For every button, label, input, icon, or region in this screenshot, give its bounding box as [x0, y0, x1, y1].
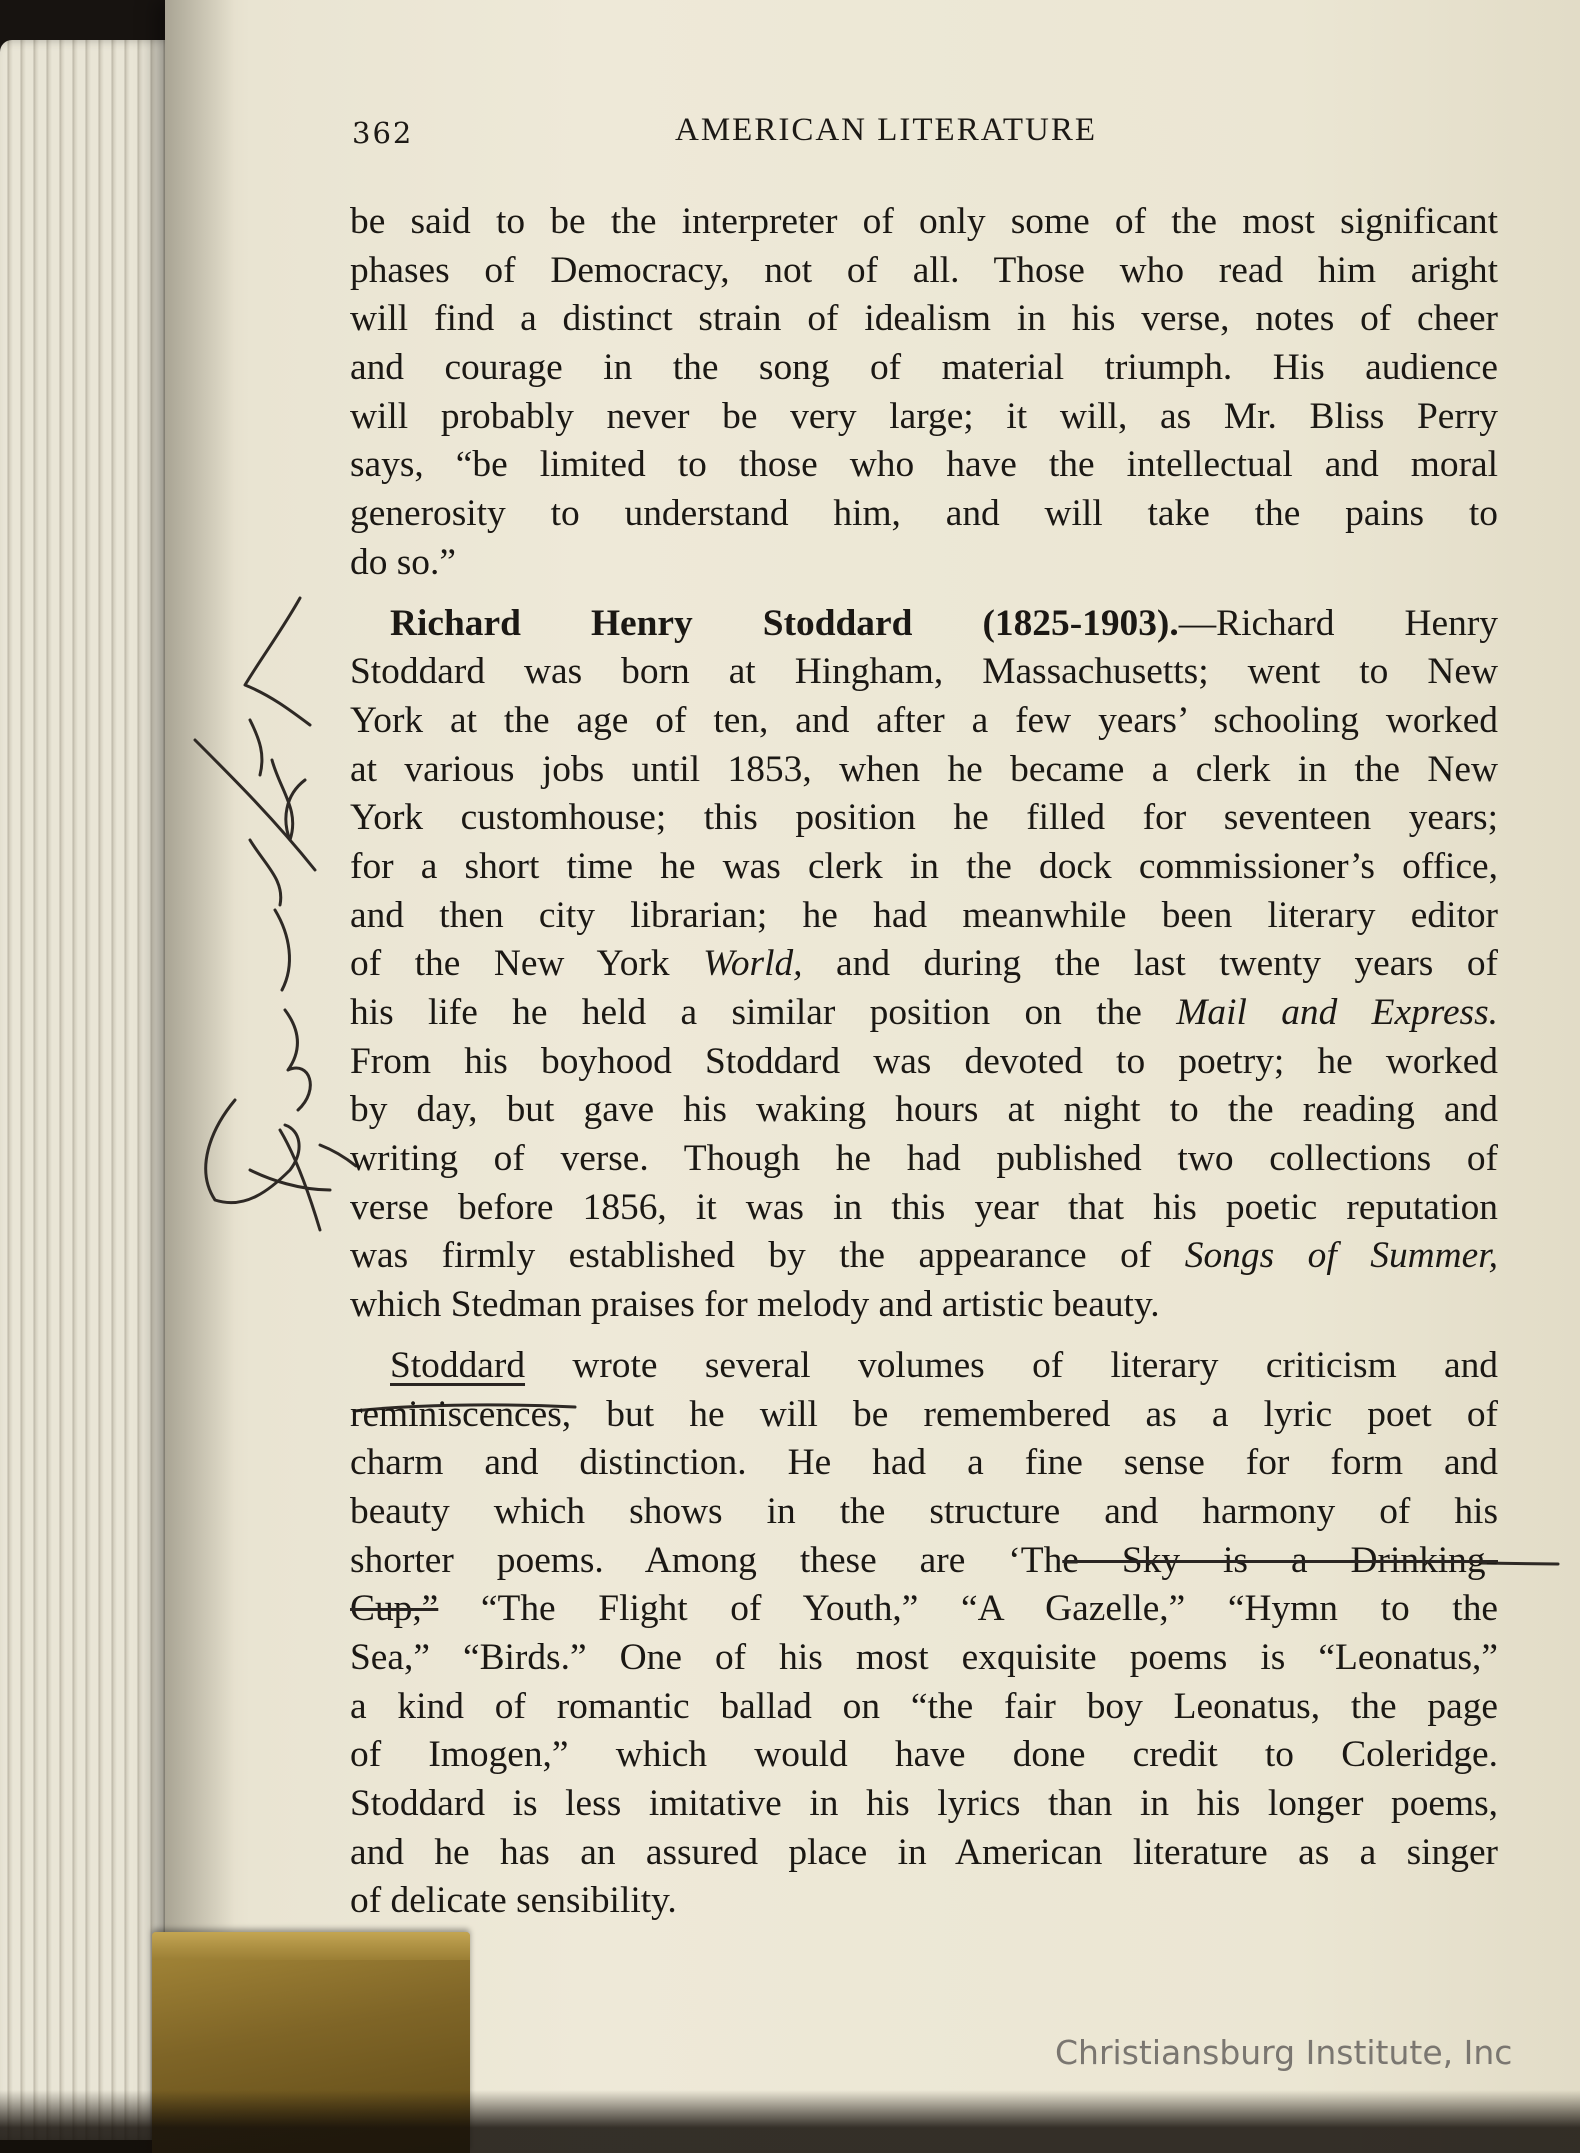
body-text: [350, 198, 1498, 1926]
page-edges: [0, 40, 175, 2140]
bottom-shadow: [0, 2090, 1580, 2153]
text-line: [350, 1537, 1498, 1586]
text-line: beauty which shows in the structure and harmony of his: [350, 1490, 1498, 1532]
page-number: 362: [352, 116, 414, 150]
text-line: verse before 1856, it was in this year that his poetic reputation: [350, 1186, 1498, 1228]
underlined-word: Stoddard: [390, 1344, 526, 1386]
text-line: by day, but gave his waking hours at night to the reading and: [350, 1089, 1498, 1131]
text-line: and then city librarian; he had meanwhile been literary editor: [350, 894, 1498, 936]
text-line: phases of Democracy, not of all. Those who read him aright: [350, 249, 1498, 291]
text-line: York customhouse; this position he filled for seventeen years;: [350, 797, 1498, 839]
text-run: shorter poems. Among these are ‘Th: [350, 1539, 1063, 1581]
text-line: at various jobs until 1853, when he became a clerk in the New: [350, 748, 1498, 790]
text-line: and courage in the song of material triumph. His audience: [350, 347, 1498, 389]
page-header: [352, 112, 1492, 160]
text-run: was firmly established by the appearance of: [350, 1235, 1185, 1277]
text-line: do so.”: [350, 541, 456, 583]
text-line: reminiscences, but he will be remembered as a lyric poet of: [350, 1393, 1498, 1435]
text-run: “The Flight of Youth,” “A Gazelle,” “Hymn to the: [438, 1588, 1498, 1630]
text-line: of delicate sensibility.: [350, 1880, 677, 1922]
text-line: be said to be the interpreter of only some of the most significant: [350, 201, 1498, 242]
text-run: —Richard Henry: [1178, 602, 1498, 644]
text-line: a kind of romantic ballad on “the fair boy Leonatus, the page: [350, 1685, 1498, 1727]
text-line: [350, 1232, 1498, 1281]
watermark: Christiansburg Institute, Inc: [1055, 2033, 1513, 2072]
text-line: writing of verse. Though he had published two collections of: [350, 1138, 1498, 1180]
text-line: Stoddard is less imitative in his lyrics than in his longer poems,: [350, 1783, 1498, 1824]
section-heading: Richard Henry Stoddard (1825-1903).: [390, 602, 1179, 644]
text-line: for a short time he was clerk in the dock commissioner’s office,: [350, 845, 1498, 887]
text-line: Stoddard was born at Hingham, Massachusetts; went to New: [350, 651, 1498, 693]
italic-title: Songs of Summer,: [1184, 1235, 1498, 1277]
text-line: [350, 600, 1498, 649]
text-run: wrote several volumes of literary criticism and: [525, 1344, 1498, 1386]
text-run: his life he held a similar position on the: [350, 992, 1177, 1033]
italic-title: World,: [703, 943, 803, 985]
struck-text: e Sky is a Drinking-: [1062, 1539, 1498, 1581]
text-line: [350, 1585, 1498, 1634]
text-line: [350, 940, 1498, 989]
text-line: [350, 1342, 1498, 1391]
text-line: says, “be limited to those who have the intellectual and moral: [350, 444, 1498, 486]
text-line: will find a distinct strain of idealism in his verse, notes of cheer: [350, 298, 1498, 340]
text-line: Sea,” “Birds.” One of his most exquisite poems is “Leonatus,”: [350, 1636, 1498, 1678]
text-line: York at the age of ten, and after a few years’ schooling worked: [350, 699, 1498, 741]
text-line: [350, 989, 1498, 1038]
text-line: charm and distinction. He had a fine sense for form and: [350, 1442, 1498, 1484]
text-line: From his boyhood Stoddard was devoted to poetry; he worked: [350, 1040, 1498, 1082]
text-line: which Stedman praises for melody and artistic beauty.: [350, 1284, 1160, 1326]
text-run: of the New York: [350, 943, 704, 985]
text-line: and he has an assured place in American literature as a singer: [350, 1831, 1498, 1873]
text-line: generosity to understand him, and will take the pains to: [350, 493, 1498, 535]
text-line: will probably never be very large; it will, as Mr. Bliss Perry: [350, 395, 1498, 437]
running-head: AMERICAN LITERATURE: [675, 112, 1098, 148]
text-run: and during the last twenty years of: [802, 943, 1499, 985]
italic-title: Mail and Express.: [1176, 992, 1498, 1033]
text-line: of Imogen,” which would have done credit to Coleridge.: [350, 1734, 1498, 1776]
struck-text: Cup,”: [350, 1588, 439, 1630]
